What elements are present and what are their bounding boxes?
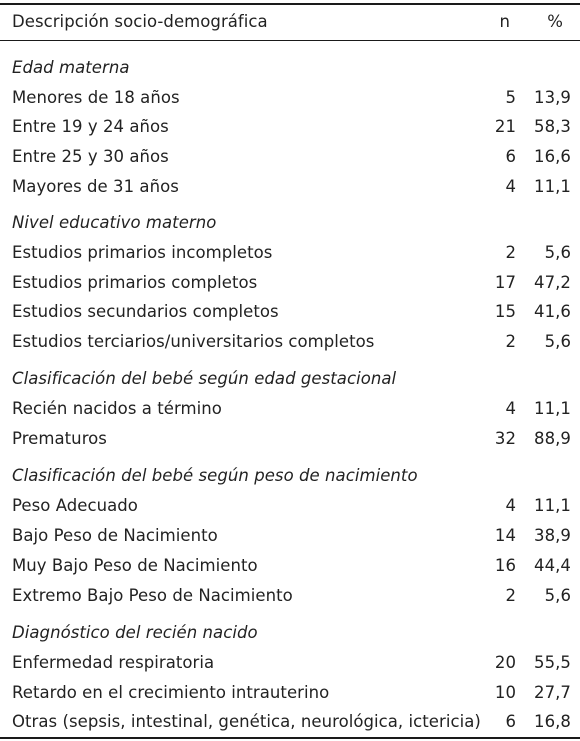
row-label: Menores de 18 años	[12, 88, 180, 107]
table-row	[0, 521, 580, 551]
row-pct: 44,4	[534, 556, 571, 575]
row-n: 2	[505, 332, 516, 351]
row-label: Estudios primarios incompletos	[12, 243, 273, 262]
row-label: Peso Adecuado	[12, 496, 138, 515]
row-n: 6	[505, 147, 516, 166]
table-row	[0, 297, 580, 327]
section-title: Nivel educativo materno	[12, 213, 217, 232]
bottom-rule	[0, 737, 580, 739]
top-rule	[0, 3, 580, 5]
row-n: 21	[494, 117, 516, 136]
row-pct: 41,6	[534, 302, 571, 321]
row-n: 20	[494, 653, 516, 672]
row-pct: 11,1	[534, 399, 571, 418]
section-heading-row	[0, 618, 580, 648]
row-n: 17	[494, 273, 516, 292]
table-row	[0, 112, 580, 142]
row-pct: 47,2	[534, 273, 571, 292]
row-n: 2	[505, 586, 516, 605]
table-row	[0, 83, 580, 113]
row-n: 5	[505, 88, 516, 107]
row-label: Estudios secundarios completos	[12, 302, 279, 321]
table-row	[0, 327, 580, 357]
header-description: Descripción socio-demográfica	[12, 12, 268, 31]
row-label: Muy Bajo Peso de Nacimiento	[12, 556, 258, 575]
section-title: Clasificación del bebé según edad gestacional	[12, 369, 397, 388]
table-row	[0, 551, 580, 581]
table-row	[0, 172, 580, 202]
table-header-row	[0, 7, 580, 37]
table-row	[0, 678, 580, 708]
table-row	[0, 491, 580, 521]
table-row	[0, 581, 580, 611]
section-heading-row	[0, 461, 580, 491]
row-pct: 88,9	[534, 429, 571, 448]
row-n: 10	[494, 683, 516, 702]
row-pct: 5,6	[544, 332, 571, 351]
row-n: 4	[505, 399, 516, 418]
row-n: 15	[494, 302, 516, 321]
table-row	[0, 142, 580, 172]
row-label: Entre 19 y 24 años	[12, 117, 169, 136]
section-title: Edad materna	[12, 58, 130, 77]
row-pct: 16,6	[534, 147, 571, 166]
row-n: 6	[505, 712, 516, 731]
row-n: 4	[505, 177, 516, 196]
table-row	[0, 394, 580, 424]
row-pct: 13,9	[534, 88, 571, 107]
table-row	[0, 424, 580, 454]
table-row	[0, 268, 580, 298]
table-row	[0, 707, 580, 737]
section-heading-row	[0, 364, 580, 394]
row-pct: 55,5	[534, 653, 571, 672]
header-pct: %	[547, 12, 563, 31]
row-label: Extremo Bajo Peso de Nacimiento	[12, 586, 293, 605]
row-label: Estudios primarios completos	[12, 273, 258, 292]
row-n: 2	[505, 243, 516, 262]
row-label: Retardo en el crecimiento intrauterino	[12, 683, 330, 702]
row-pct: 38,9	[534, 526, 571, 545]
row-pct: 58,3	[534, 117, 571, 136]
row-label: Bajo Peso de Nacimiento	[12, 526, 218, 545]
row-pct: 16,8	[534, 712, 571, 731]
row-pct: 5,6	[544, 586, 571, 605]
row-n: 16	[494, 556, 516, 575]
section-heading-row	[0, 53, 580, 83]
row-label: Estudios terciarios/universitarios completos	[12, 332, 375, 351]
row-pct: 27,7	[534, 683, 571, 702]
row-label: Prematuros	[12, 429, 107, 448]
row-label: Entre 25 y 30 años	[12, 147, 169, 166]
row-pct: 11,1	[534, 496, 571, 515]
section-title: Clasificación del bebé según peso de nacimiento	[12, 466, 418, 485]
row-label: Otras (sepsis, intestinal, genética, neurológica, ictericia)	[12, 712, 481, 731]
table-row	[0, 648, 580, 678]
row-n: 4	[505, 496, 516, 515]
header-rule	[0, 40, 580, 41]
section-title: Diagnóstico del recién nacido	[12, 623, 258, 642]
row-label: Recién nacidos a término	[12, 399, 222, 418]
row-pct: 5,6	[544, 243, 571, 262]
row-label: Mayores de 31 años	[12, 177, 179, 196]
row-n: 32	[494, 429, 516, 448]
section-heading-row	[0, 208, 580, 238]
row-n: 14	[494, 526, 516, 545]
row-label: Enfermedad respiratoria	[12, 653, 215, 672]
row-pct: 11,1	[534, 177, 571, 196]
header-n: n	[499, 12, 510, 31]
table-row	[0, 238, 580, 268]
